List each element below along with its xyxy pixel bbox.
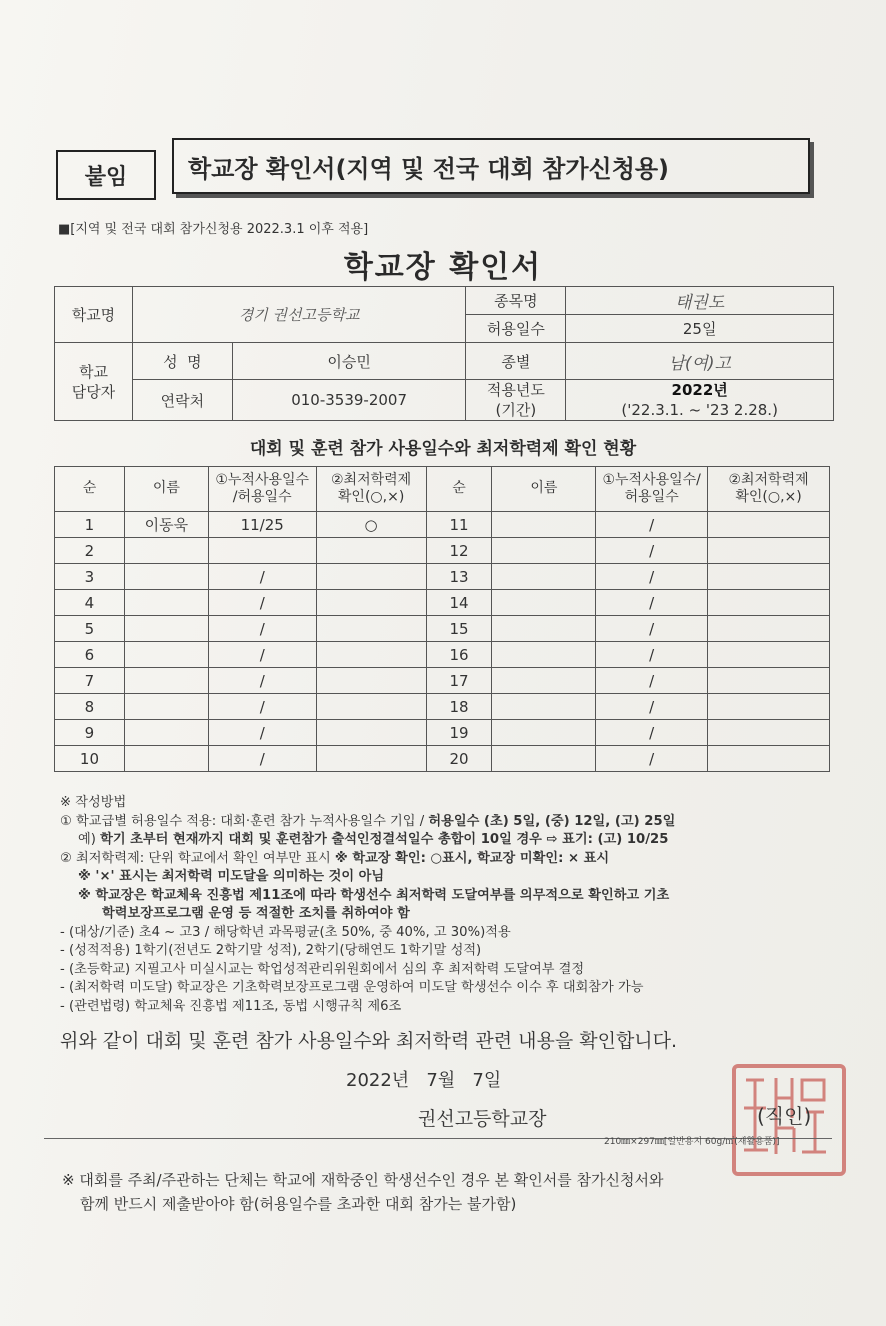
- row-no: 4: [55, 590, 125, 616]
- row-days: /: [596, 694, 708, 720]
- row-no: 16: [426, 642, 492, 668]
- col-min-left-line1: ②최저학력제: [331, 471, 412, 488]
- row-days: /: [596, 616, 708, 642]
- staff-name: 이승민: [232, 343, 466, 380]
- row-name: [124, 642, 208, 668]
- note-1-example: [60, 831, 840, 850]
- note-1: [60, 813, 840, 832]
- confirmation-text: 위와 같이 대회 및 훈련 참가 사용일수와 최저학력 관련 내용을 확인합니다.: [60, 1030, 678, 1052]
- row-name: [124, 590, 208, 616]
- row-name: [124, 564, 208, 590]
- row-name: [492, 512, 596, 538]
- note-1-d: 학기 초부터 현재까지 대회 및 훈련참가 출석인정결석일수 총합이 10일 경우 ⇨ 표기: (고) 10/25: [100, 832, 669, 847]
- row-name: [124, 746, 208, 772]
- table-row: [55, 590, 830, 616]
- row-days: /: [208, 616, 316, 642]
- seal-label: (직인): [757, 1104, 812, 1128]
- row-name: [492, 616, 596, 642]
- row-days: /: [208, 564, 316, 590]
- row-no: 8: [55, 694, 125, 720]
- status-title: 대회 및 훈련 참가 사용일수와 최저학력제 확인 현황: [249, 439, 637, 459]
- row-name: [124, 616, 208, 642]
- footer-note: [62, 1168, 663, 1216]
- row-name: [124, 668, 208, 694]
- instructions: [60, 794, 840, 1016]
- col-min-right-line2: 확인(○,×): [735, 489, 802, 505]
- row-check: [316, 720, 426, 746]
- name-label: 성 명: [132, 343, 232, 380]
- main-title: 학교장 확인서: [343, 250, 543, 285]
- row-check: [708, 512, 830, 538]
- note-2: [60, 850, 840, 869]
- row-no: 17: [426, 668, 492, 694]
- row-name: 이동욱: [124, 512, 208, 538]
- row-no: 1: [55, 512, 125, 538]
- category: 남(여)고: [566, 343, 834, 380]
- col-min-right-line1: ②최저학력제: [728, 471, 809, 488]
- row-check: [708, 746, 830, 772]
- note-2-b: ※ 학교장 확인: ○표시, 학교장 미확인: × 표시: [334, 850, 610, 866]
- table-row: [55, 642, 830, 668]
- footer-line-2: 함께 반드시 제출받아야 함(허용일수를 초과한 대회 참가는 불가함): [80, 1195, 517, 1213]
- row-name: [492, 642, 596, 668]
- table-row: [55, 512, 830, 538]
- detail-5: - (관련법령) 학교체육 진흥법 제11조, 동법 시행규칙 제6조: [60, 998, 402, 1014]
- info-table: [54, 286, 834, 421]
- row-check: [316, 694, 426, 720]
- note-1-c: 예): [78, 832, 101, 847]
- paper-spec: 210㎜×297㎜[일반용지 60g/㎡(재활용품)]: [604, 1137, 780, 1147]
- row-days: /: [208, 746, 316, 772]
- row-days: 11/25: [208, 512, 316, 538]
- note-2-a: ② 최저학력제: 단위 학교에서 확인 여부만 표시: [60, 850, 335, 866]
- note-4-cont: 학력보장프로그램 운영 등 적절한 조치를 취하여야 함: [102, 906, 410, 921]
- row-days: /: [596, 590, 708, 616]
- contact: 010-3539-2007: [232, 380, 466, 421]
- row-name: [492, 590, 596, 616]
- sport-label: 종목명: [466, 287, 566, 315]
- sport: 태권도: [566, 287, 834, 315]
- note-1-a: ① 학교급별 허용일수 적용: 대회·훈련 참가 누적사용일수 기입 /: [60, 813, 429, 829]
- col-no-right: 순: [426, 467, 492, 512]
- row-no: 14: [426, 590, 492, 616]
- row-no: 5: [55, 616, 125, 642]
- row-name: [124, 538, 208, 564]
- detail-3: - (초등학교) 지필고사 미실시교는 학업성적관리위원회에서 심의 후 최저학력 도달여부 결정: [60, 961, 585, 977]
- row-name: [492, 746, 596, 772]
- footer-line-1: ※ 대회를 주최/주관하는 단체는 학교에 재학중인 학생선수인 경우 본 확인서를 참가신청서와: [62, 1171, 664, 1189]
- table-row: [55, 564, 830, 590]
- row-name: [492, 720, 596, 746]
- allowed-days-label: 허용일수: [466, 315, 566, 343]
- table-row: [55, 720, 830, 746]
- row-no: 20: [426, 746, 492, 772]
- row-days: /: [208, 642, 316, 668]
- row-days: /: [596, 538, 708, 564]
- row-check: [708, 538, 830, 564]
- principal-title: 권선고등학교장: [418, 1108, 547, 1130]
- row-days: /: [596, 668, 708, 694]
- row-check: [708, 564, 830, 590]
- col-no-left: 순: [55, 467, 125, 512]
- row-check: [708, 668, 830, 694]
- row-name: [124, 694, 208, 720]
- row-check: [708, 590, 830, 616]
- col-days-left-line1: ①누적사용일수: [215, 471, 310, 488]
- row-check: [316, 668, 426, 694]
- note-1-b: 허용일수 (초) 5일, (중) 12일, (고) 25일: [428, 813, 676, 829]
- row-no: 19: [426, 720, 492, 746]
- row-check: [708, 642, 830, 668]
- row-check: [316, 746, 426, 772]
- row-check: [316, 642, 426, 668]
- status-table-body: [55, 512, 830, 772]
- status-table: [54, 466, 830, 772]
- col-days-right-line2: 허용일수: [624, 489, 679, 505]
- row-check: [316, 590, 426, 616]
- contact-label: 연락처: [132, 380, 232, 421]
- notes-heading: ※ 작성방법: [60, 795, 127, 810]
- note-3: ※ '×' 표시는 최저학력 미도달을 의미하는 것이 아님: [78, 869, 385, 884]
- row-days: /: [596, 642, 708, 668]
- school-name-label: 학교명: [55, 287, 133, 343]
- document-title: 학교장 확인서(지역 및 전국 대회 참가신청용): [172, 138, 810, 194]
- col-name-left: 이름: [124, 467, 208, 512]
- col-days-right: [596, 467, 708, 512]
- row-check: [708, 720, 830, 746]
- attachment-label: 붙임: [56, 150, 156, 200]
- table-row: [55, 538, 830, 564]
- row-days: /: [596, 564, 708, 590]
- category-label: 종별: [466, 343, 566, 380]
- issue-date: 2022년 7월 7일: [346, 1070, 502, 1091]
- row-check: [316, 616, 426, 642]
- row-no: 13: [426, 564, 492, 590]
- row-no: 10: [55, 746, 125, 772]
- col-days-right-line1: ①누적사용일수/: [602, 471, 701, 488]
- year-label-line2: (기간): [495, 401, 537, 419]
- row-name: [492, 538, 596, 564]
- row-name: [124, 720, 208, 746]
- table-row: [55, 746, 830, 772]
- applies-note: ■[지역 및 전국 대회 참가신청용 2022.3.1 이후 적용]: [58, 222, 369, 237]
- table-row: [55, 616, 830, 642]
- row-days: /: [596, 512, 708, 538]
- staff-label: [55, 343, 133, 421]
- col-name-right: 이름: [492, 467, 596, 512]
- row-check: [708, 616, 830, 642]
- row-no: 9: [55, 720, 125, 746]
- row-name: [492, 668, 596, 694]
- row-no: 18: [426, 694, 492, 720]
- year-label: [466, 380, 566, 421]
- row-no: 7: [55, 668, 125, 694]
- row-days: /: [208, 694, 316, 720]
- row-days: /: [208, 720, 316, 746]
- period: ('22.3.1. ~ '23 2.28.): [621, 401, 778, 419]
- staff-label-line1: 학교: [78, 362, 108, 381]
- row-days: [208, 538, 316, 564]
- col-days-left: [208, 467, 316, 512]
- row-days: /: [208, 668, 316, 694]
- row-days: /: [596, 746, 708, 772]
- row-check: [316, 538, 426, 564]
- row-no: 12: [426, 538, 492, 564]
- row-no: 15: [426, 616, 492, 642]
- staff-label-line2: 담당자: [71, 382, 116, 401]
- row-no: 11: [426, 512, 492, 538]
- year: 2022년: [671, 381, 728, 399]
- detail-4: - (최저학력 미도달) 학교장은 기초학력보장프로그램 운영하여 미도달 학생선수 이수 후 대회참가 가능: [60, 980, 644, 995]
- row-name: [492, 564, 596, 590]
- row-name: [492, 694, 596, 720]
- year-label-line1: 적용년도: [486, 381, 545, 399]
- row-no: 3: [55, 564, 125, 590]
- col-days-left-line2: /허용일수: [232, 489, 292, 505]
- table-row: [55, 668, 830, 694]
- col-min-right: [708, 467, 830, 512]
- row-no: 6: [55, 642, 125, 668]
- row-days: /: [208, 590, 316, 616]
- row-days: /: [596, 720, 708, 746]
- col-min-left: [316, 467, 426, 512]
- note-4: ※ 학교장은 학교체육 진흥법 제11조에 따라 학생선수 최저학력 도달여부를 의무적으로 확인하고 기초: [78, 887, 670, 903]
- table-row: [55, 694, 830, 720]
- row-check: [316, 564, 426, 590]
- row-no: 2: [55, 538, 125, 564]
- row-check: [708, 694, 830, 720]
- detail-1: - (대상/기준) 초4 ~ 고3 / 해당학년 과목평균(초 50%, 중 40%, 고 30%)적용: [60, 924, 511, 940]
- year-value: [566, 380, 834, 421]
- school-name: 경기 권선고등학교: [132, 287, 466, 343]
- row-check: ○: [316, 512, 426, 538]
- detail-2: - (성적적용) 1학기(전년도 2학기말 성적), 2학기(당해연도 1학기말 성적): [60, 943, 482, 958]
- allowed-days: 25일: [566, 315, 834, 343]
- col-min-left-line2: 확인(○,×): [337, 489, 405, 505]
